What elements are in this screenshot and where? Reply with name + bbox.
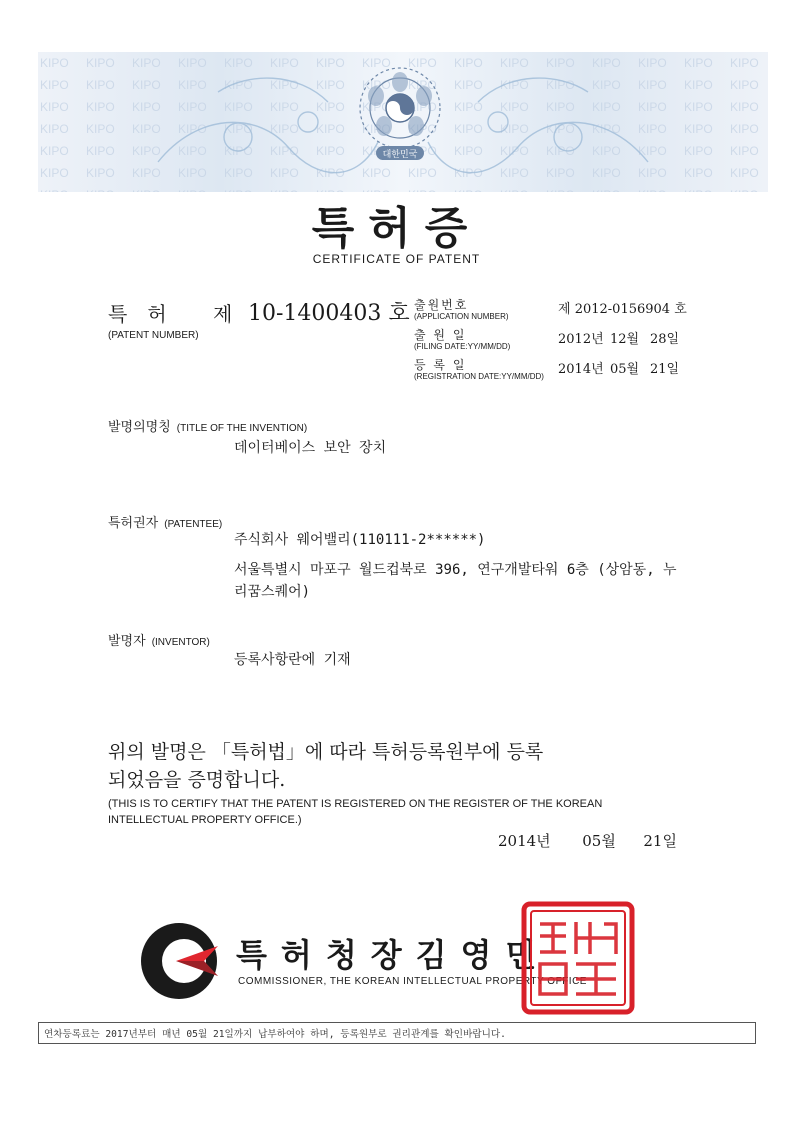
certification-text-en xyxy=(108,796,602,828)
application-number-sub: (APPLICATION NUMBER) xyxy=(414,312,509,321)
document-title: 특허증 xyxy=(311,203,482,254)
invention-title-value: 데이터베이스 보안 장치 xyxy=(234,440,387,456)
issue-day: 21일 xyxy=(643,832,677,850)
commissioner-title-en: COMMISSIONER, THE KOREAN INTELLECTUAL PROPERTY OFFICE xyxy=(238,976,587,987)
patent-number-sub: (PATENT NUMBER) xyxy=(108,330,199,341)
certification-en-line1: (THIS IS TO CERTIFY THAT THE PATENT IS REGISTERED ON THE REGISTER OF THE KOREAN xyxy=(108,798,603,810)
registration-month: 05월 xyxy=(610,362,640,377)
official-red-seal xyxy=(520,900,636,1016)
inventor-value: 등록사항란에 기재 xyxy=(234,652,351,668)
application-number-label: 출원번호 xyxy=(414,298,469,312)
patentee-label-en: (PATENTEE) xyxy=(164,519,223,530)
patentee-address-line2: 리꿈스퀘어) xyxy=(234,584,311,600)
commissioner-name: 특허청장김영민 xyxy=(236,936,551,974)
issue-date xyxy=(498,830,677,851)
patentee-address-line1: 서울특별시 마포구 월드컵북로 396, 연구개발타워 6층 (상암동, 누 xyxy=(234,562,677,578)
application-number-value: 제 2012-0156904 호 xyxy=(558,302,687,317)
emblem-text: 대한민국 xyxy=(382,150,418,160)
filing-day: 28일 xyxy=(650,332,680,347)
national-emblem-icon xyxy=(340,60,460,180)
inventor-label-en: (INVENTOR) xyxy=(151,637,210,648)
filing-date-label: 출 원 일 xyxy=(414,328,467,342)
invention-title-label-ko: 발명의명칭 xyxy=(108,420,171,435)
footer-notice-text: 연차등록료는 2017년부터 매년 05월 21일까지 납부하여야 하며, 등록원부로 권리관계를 확인바랍니다. xyxy=(44,1029,506,1040)
registration-date-label: 등 록 일 xyxy=(414,358,467,372)
kipo-logo-icon xyxy=(138,920,220,1002)
inventor-label xyxy=(108,630,210,649)
certification-line1: 위의 발명은 「특허법」에 따라 특허등록원부에 등록 xyxy=(108,741,544,763)
filing-month: 12월 xyxy=(610,332,640,347)
certification-en-line2: INTELLECTUAL PROPERTY OFFICE.) xyxy=(108,814,302,826)
patentee-name: 주식회사 웨어밸리(110111-2******) xyxy=(234,532,486,548)
invention-title-label xyxy=(108,416,307,435)
filing-year: 2012년 xyxy=(558,332,604,347)
inventor-label-ko: 발명자 xyxy=(108,634,146,649)
patentee-label xyxy=(108,512,222,531)
registration-day: 21일 xyxy=(650,362,680,377)
certification-line2: 되었음을 증명합니다. xyxy=(108,769,286,791)
registration-date-sub: (REGISTRATION DATE:YY/MM/DD) xyxy=(414,372,544,381)
patentee-label-ko: 특허권자 xyxy=(108,516,159,531)
issue-year: 2014년 xyxy=(498,832,551,850)
document-subtitle: CERTIFICATE OF PATENT xyxy=(312,252,481,266)
patent-number-label: 특허 제 xyxy=(108,302,253,326)
registration-year: 2014년 xyxy=(558,362,604,377)
invention-title-label-en: (TITLE OF THE INVENTION) xyxy=(176,423,308,434)
certification-text xyxy=(108,738,543,794)
patent-number-value: 10-1400403 호 xyxy=(248,301,410,326)
filing-date-sub: (FILING DATE:YY/MM/DD) xyxy=(414,342,511,351)
issue-month: 05월 xyxy=(582,832,616,850)
